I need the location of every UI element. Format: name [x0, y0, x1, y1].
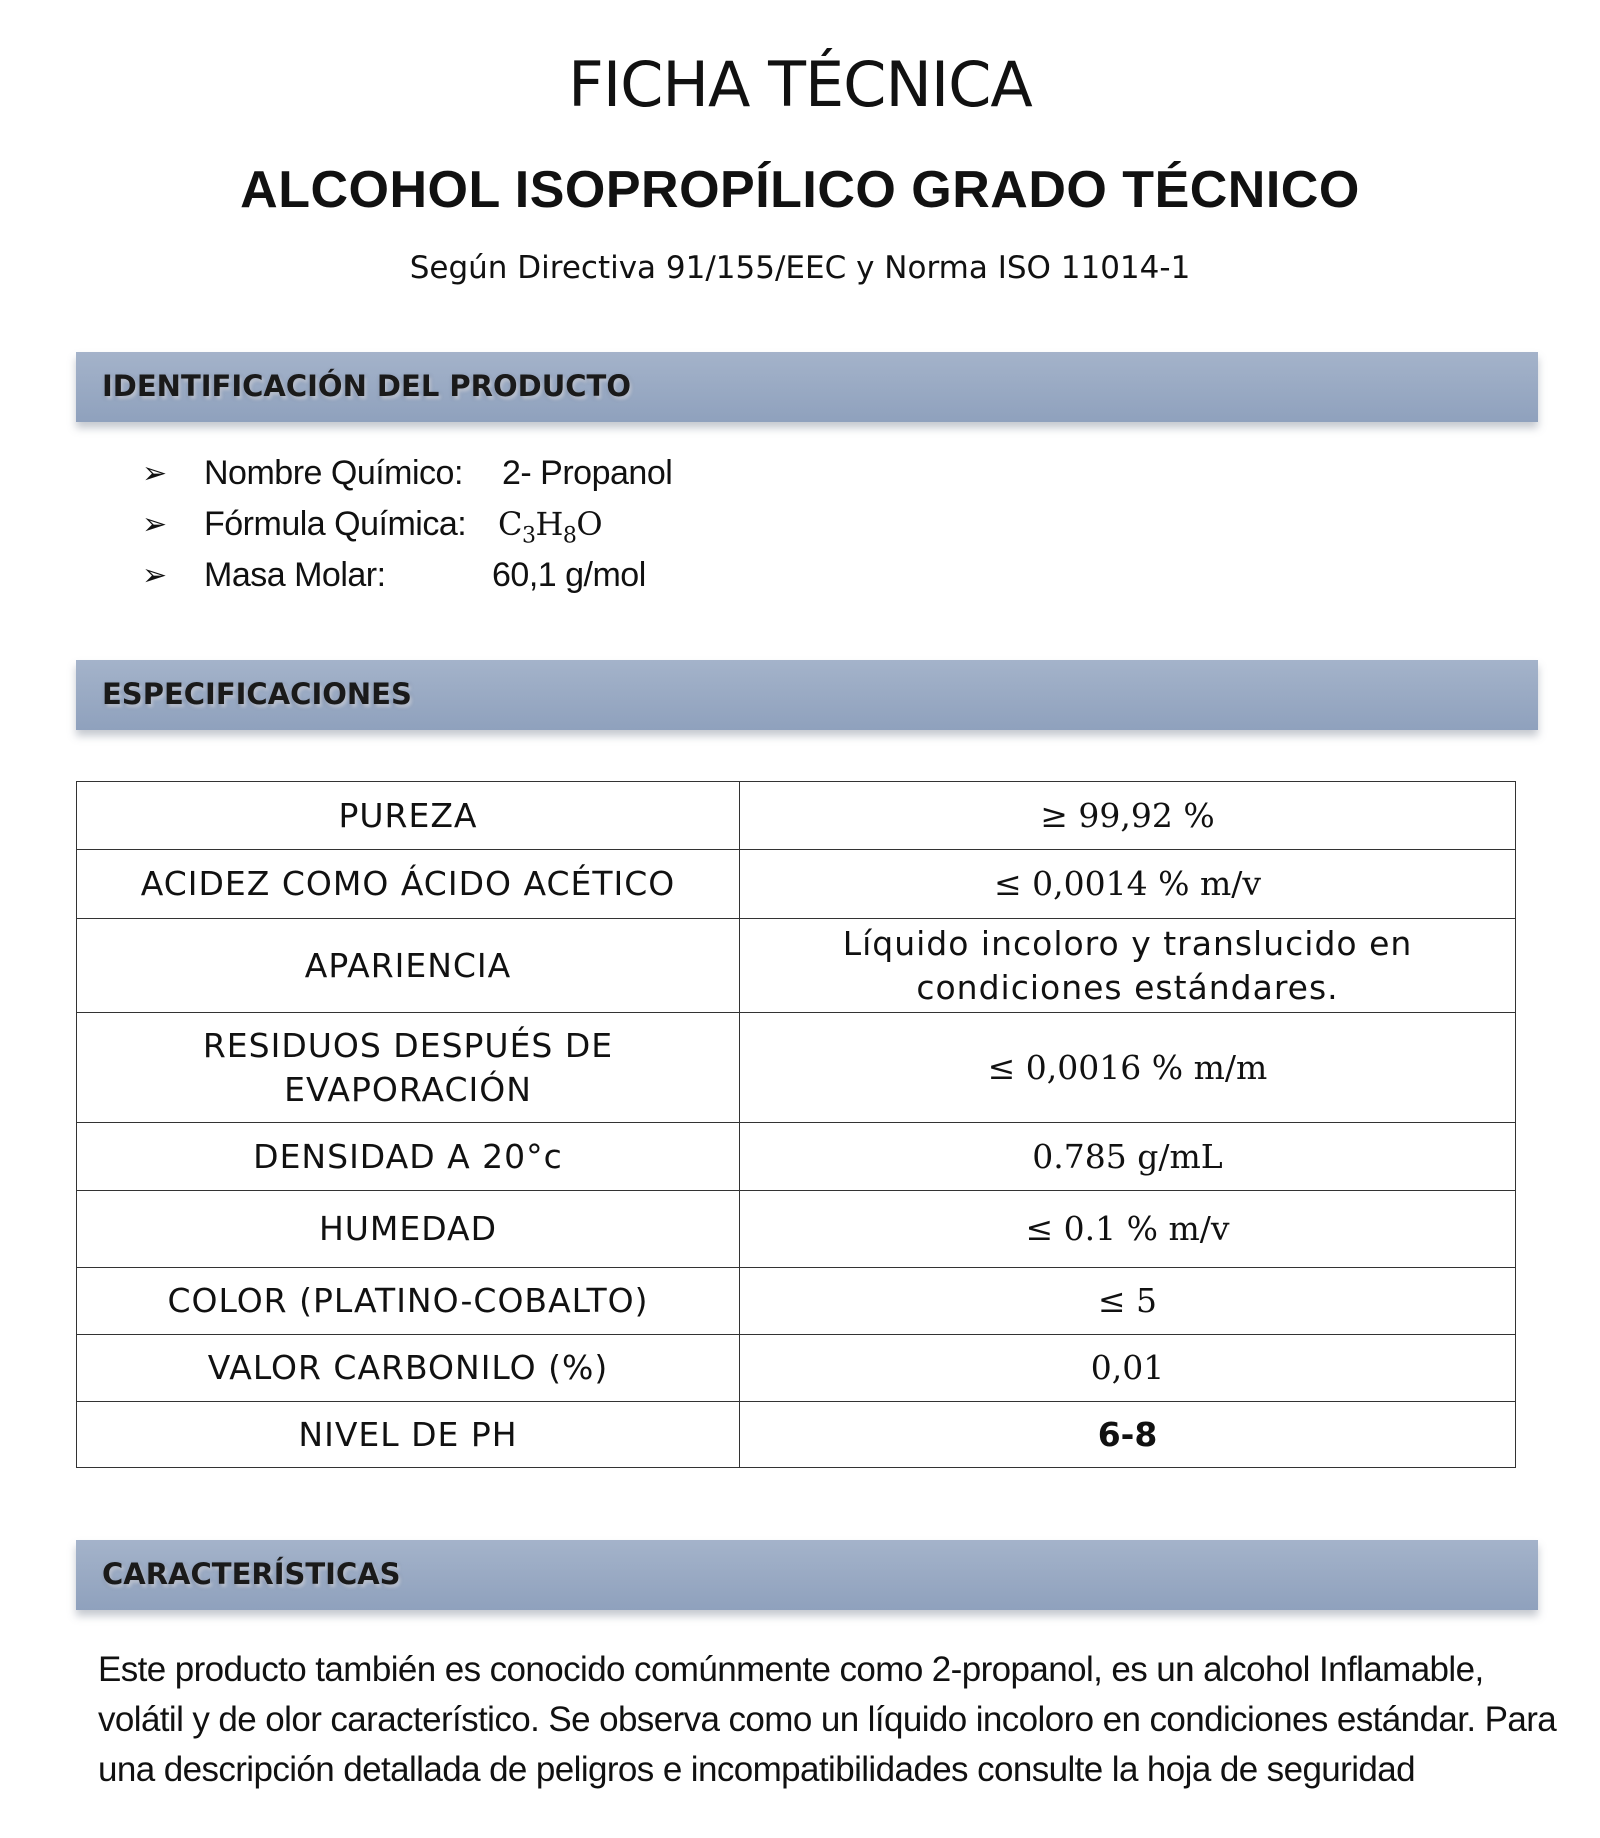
table-row [77, 1191, 1516, 1268]
table-row [77, 919, 1516, 1013]
characteristics-text: Este producto también es conocido comúnmente como 2-propanol, es un alcohol Inflamable, volátil y de olor característico. Se observa como un líquido incoloro en condiciones estándar. Para una descripción detallada de peligros e incompatibilidades consulte la hoja de seguridad [98, 1650, 1557, 1789]
table-row [77, 782, 1516, 850]
spec-value: ≤ 0.1 % m/v [740, 1191, 1516, 1268]
spec-value: ≤ 0,0016 % m/m [740, 1013, 1516, 1123]
spec-value: Líquido incoloro y translucido en condiciones estándares. [740, 919, 1516, 1013]
spec-param: ACIDEZ COMO ÁCIDO ACÉTICO [77, 850, 740, 919]
spec-param: NIVEL DE PH [77, 1402, 740, 1468]
spec-value: 6-8 [740, 1402, 1516, 1468]
molar-mass-label: Masa Molar: [204, 556, 386, 594]
spec-value: 0.785 g/mL [740, 1123, 1516, 1191]
spec-value: ≤ 0,0014 % m/v [740, 850, 1516, 919]
spec-param: RESIDUOS DESPUÉS DE EVAPORACIÓN [77, 1013, 740, 1123]
table-row [77, 1013, 1516, 1123]
formula-label: Fórmula Química: [204, 505, 467, 543]
table-row [77, 1402, 1516, 1468]
table-row [77, 1123, 1516, 1191]
molar-mass-value: 60,1 g/mol [492, 556, 646, 594]
chemical-name-label: Nombre Químico: [204, 454, 463, 492]
spec-param: DENSIDAD A 20°c [77, 1123, 740, 1191]
table-row [77, 1268, 1516, 1335]
norm-reference: Según Directiva 91/155/EEC y Norma ISO 11014-1 [409, 250, 1191, 286]
formula-element-o: O [576, 505, 603, 543]
spec-param: HUMEDAD [77, 1191, 740, 1268]
formula-subscript-3: 3 [521, 523, 536, 549]
spec-param: VALOR CARBONILO (%) [77, 1335, 740, 1402]
formula-element-h: H [535, 505, 563, 543]
spec-value: ≥ 99,92 % [740, 782, 1516, 850]
specifications-table [76, 781, 1516, 1468]
document-title: FICHA TÉCNICA [568, 48, 1032, 121]
arrowhead-bullet-icon: ➢ [142, 508, 167, 541]
product-title: ALCOHOL ISOPROPÍLICO GRADO TÉCNICO [240, 161, 1360, 219]
specifications-section-bar [76, 660, 1538, 730]
arrowhead-bullet-icon: ➢ [142, 457, 167, 490]
spec-value: 0,01 [740, 1335, 1516, 1402]
identification-section-bar [76, 352, 1538, 422]
arrowhead-bullet-icon: ➢ [142, 559, 167, 592]
table-row [77, 850, 1516, 919]
spec-param: PUREZA [77, 782, 740, 850]
table-row [77, 1335, 1516, 1402]
formula-subscript-8: 8 [562, 523, 577, 549]
characteristics-section-bar [76, 1540, 1538, 1610]
characteristics-heading: CARACTERÍSTICAS [102, 1557, 401, 1591]
formula-element-c: C [498, 505, 522, 543]
identification-heading: IDENTIFICACIÓN DEL PRODUCTO [102, 369, 631, 403]
chemical-name-value: 2- Propanol [502, 454, 673, 492]
spec-param: COLOR (PLATINO-COBALTO) [77, 1268, 740, 1335]
spec-value: ≤ 5 [740, 1268, 1516, 1335]
specifications-heading: ESPECIFICACIONES [102, 677, 412, 711]
spec-param: APARIENCIA [77, 919, 740, 1013]
